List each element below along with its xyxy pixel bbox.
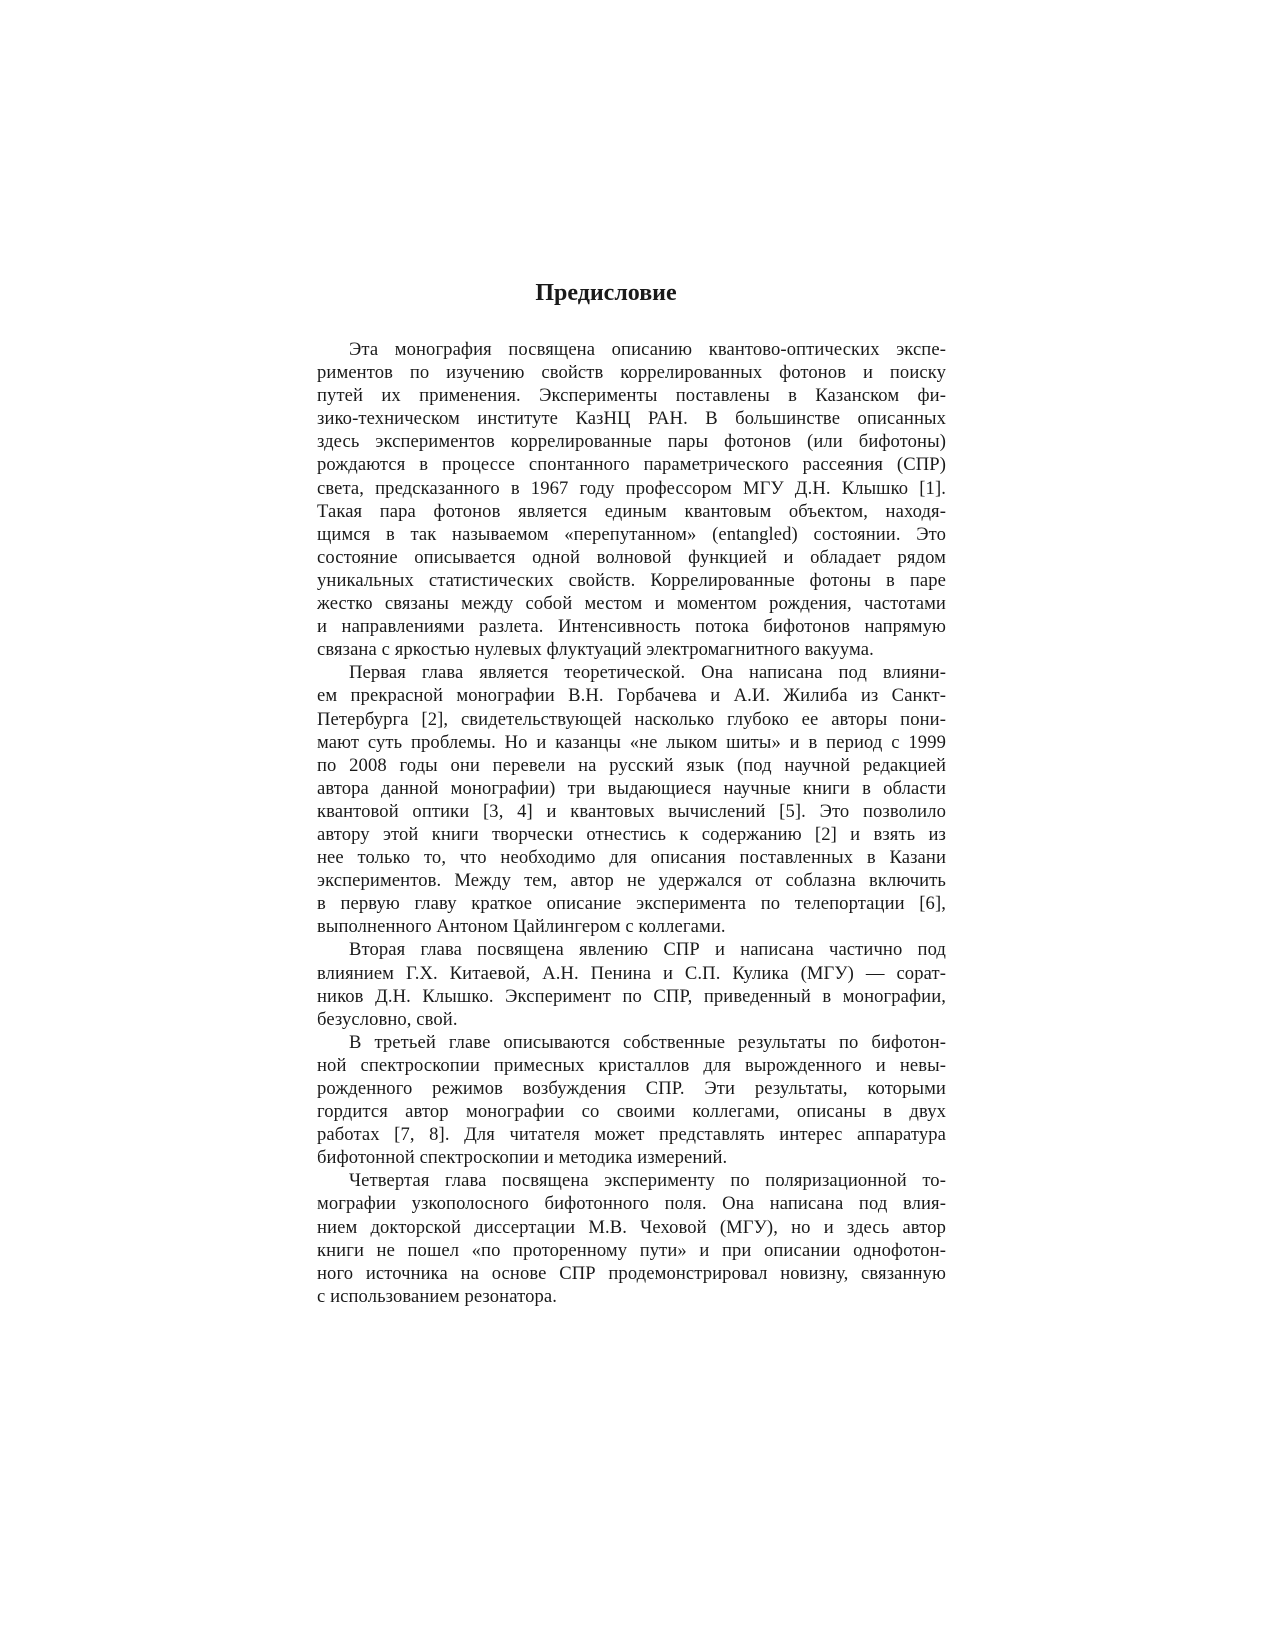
text-line: состояние описывается одной волновой функцией и обладает рядом [317,546,946,568]
text-line: безусловно, свой. [317,1008,458,1030]
text-line: мографии узкополосного бифотонного поля. Она написана под влия- [317,1193,946,1215]
text-line: ной спектроскопии примесных кристаллов для вырожденного и невы- [317,1054,946,1076]
text-line: выполненного Антоном Цайлингером с коллегами. [317,916,726,938]
text-line: Эта монография посвящена описанию квантово-оптических экспе- [349,339,946,360]
paragraph [285,1031,946,1170]
text-line: путей их применения. Эксперименты поставлены в Казанском фи- [317,385,946,407]
text-line: влиянием Г.Х. Китаевой, А.Н. Пенина и С.П. Кулика (МГУ) — сорат- [317,962,946,984]
paragraph [285,338,946,661]
text-line: по 2008 годы они перевели на русский язык (под научной редакцией [317,754,946,776]
text-line: щимся в так называемом «перепутанном» (entangled) состоянии. Это [317,523,946,545]
text-line: автору этой книги творчески отнестись к содержанию [2] и взять из [317,823,946,845]
text-line: рождаются в процессе спонтанного параметрического рассеяния (СПР) [317,454,946,476]
text-line: квантовой оптики [3, 4] и квантовых вычислений [5]. Это позволило [317,800,946,822]
text-line: связана с яркостью нулевых флуктуаций электромагнитного вакуума. [317,639,874,661]
text-line: книги не пошел «по проторенному пути» и при описании однофотон- [317,1239,946,1261]
text-line: Петербурга [2], свидетельствующей насколько глубоко ее авторы пони- [317,708,946,730]
paragraph [285,938,946,1030]
text-line: Первая глава является теоретической. Она написана под влияни- [349,662,946,684]
paragraph [285,1169,946,1308]
text-line: бифотонной спектроскопии и методика измерений. [317,1147,728,1169]
text-line: рожденного режимов возбуждения СПР. Эти результаты, которыми [317,1078,946,1099]
text-line: зико-техническом институте КазНЦ РАН. В большинстве описанных [317,408,946,430]
text-line: нием докторской диссертации М.В. Чеховой (МГУ), но и здесь автор [317,1216,946,1238]
text-line: уникальных статистических свойств. Коррелированные фотоны в паре [317,569,946,591]
page-heading: Предисловие [535,280,677,306]
text-line: нее только то, что необходимо для описания поставленных в Казани [317,847,946,869]
paragraph [285,661,946,938]
text-line: В третьей главе описываются собственные результаты по бифотон- [349,1031,946,1053]
preface-body [285,338,946,1308]
text-line: и направлениями разлета. Интенсивность потока бифотонов напрямую [317,616,946,638]
text-line: ников Д.Н. Клышко. Эксперимент по СПР, приведенный в монографии, [317,985,946,1007]
text-line: гордится автор монографии со своими коллегами, описаны в двух [317,1101,946,1123]
text-line: в первую главу краткое описание эксперимента по телепортации [6], [317,893,946,915]
text-line: с использованием резонатора. [317,1285,557,1307]
text-line: здесь экспериментов коррелированные пары фотонов (или бифотоны) [317,431,946,453]
text-line: ного источника на основе СПР продемонстрировал новизну, связанную [317,1262,946,1284]
text-line: жестко связаны между собой местом и моментом рождения, частотами [317,593,946,615]
text-line: света, предсказанного в 1967 году профессором МГУ Д.Н. Клышко [1]. [317,477,946,499]
text-line: ем прекрасной монографии В.Н. Горбачева и А.И. Жилиба из Санкт- [317,685,946,707]
text-line: экспериментов. Между тем, автор не удержался от соблазна включить [317,870,946,892]
text-line: автора данной монографии) три выдающиеся научные книги в области [317,777,946,799]
text-line: мают суть проблемы. Но и казанцы «не лыком шиты» и в период с 1999 [317,731,946,753]
text-line: Четвертая глава посвящена эксперименту по поляризационной то- [349,1170,946,1192]
text-line: Такая пара фотонов является единым квантовым объектом, находя- [317,500,946,522]
text-line: риментов по изучению свойств коррелированных фотонов и поиску [317,362,946,384]
text-line: Вторая глава посвящена явлению СПР и написана частично под [349,939,946,961]
text-line: работах [7, 8]. Для читателя может представлять интерес аппаратура [317,1124,946,1146]
